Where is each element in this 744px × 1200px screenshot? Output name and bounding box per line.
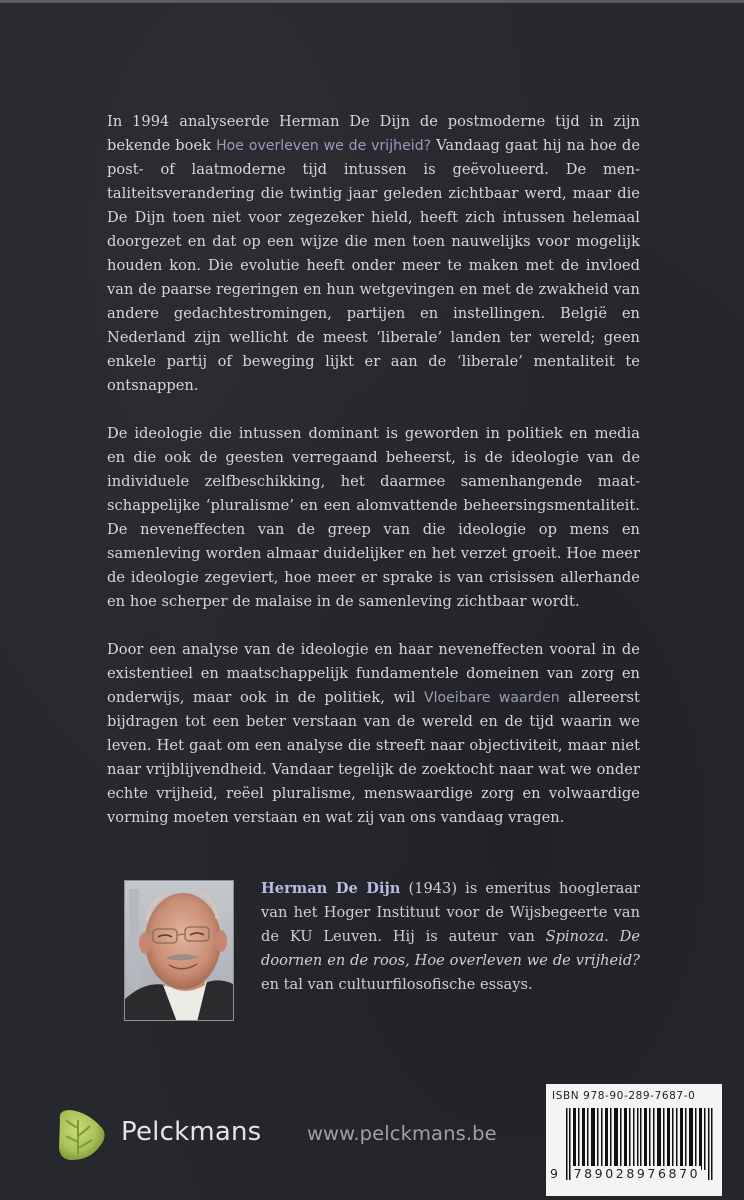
back-cover-blurb xyxy=(107,110,640,854)
blurb-paragraph-1 xyxy=(107,110,640,398)
book-title-reference: Vloeibare waarden xyxy=(423,690,560,706)
separator xyxy=(609,928,620,945)
author-portrait-illustration xyxy=(125,881,234,1021)
work-title: De doornen en de roos, xyxy=(261,928,640,969)
work-title: Spinoza. xyxy=(545,928,609,945)
ean-first-digit: 9 xyxy=(550,1166,561,1181)
leaf-icon xyxy=(54,1106,108,1162)
bio-text: en tal van cultuurfilosofische essays. xyxy=(261,976,533,993)
ean-remaining-digits: 789028976870 xyxy=(573,1166,701,1181)
paragraph-text: Door een analyse van de ideologie en haar neveneffecten vooral in de existentieel en maatschappelijk fundamentele domeinen van zorg en onderwijs, maar ook in de politiek, wil xyxy=(107,641,640,706)
author-bio xyxy=(261,877,640,997)
cover-top-edge xyxy=(0,0,744,3)
ean-digits xyxy=(550,1166,701,1181)
paragraph-text: In 1994 analyseerde Herman De Dijn de postmoderne tijd in zijn bekende boek xyxy=(107,113,640,154)
paragraph-text: Vandaag gaat hij na hoe de post- of laatmoderne tijd intussen is geëvolueerd. De mentaliteitsverandering die twintig jaar geleden zichtbaar werd, maar die De Dijn toen niet voor zegezeker hield, heeft zich intussen helemaal doorgezet en dat op een wijze die men toen nauwelijks voor mogelijk houden kon. Die evolutie heeft onder meer te maken met de invloed van de paarse regeringen en hun wetgevingen en met de zwakheid van andere gedachtestromingen, partijen en instellingen. België en Nederland zijn wellicht de meest ‘liberale’ landen ter wereld; geen enkele partij of beweging lijkt er aan de ‘liberale’ mentaliteit te ontsnappen. xyxy=(107,137,641,394)
publisher-name: Pelckmans xyxy=(121,1117,262,1147)
author-photo xyxy=(124,880,234,1021)
isbn-label: ISBN 978-90-289-7687-0 xyxy=(552,1090,696,1102)
publisher-logo xyxy=(54,1106,108,1162)
bio-text: (1943) is emeritus hoogleraar van het Hoger Instituut voor de Wijsbegeerte van de KU Leuven. Hij is auteur van xyxy=(261,880,640,945)
paragraph-text: allereerst bijdragen tot een beter verstaan van de wereld en de tijd waarin we leven. Het gaat om een analyse die streeft naar objectiviteit, maar niet naar vrijblijvendheid. Vandaar tegelijk de zoektocht naar wat we onder echte vrijheid, reëel pluralisme, menswaardige zorg en volwaardige vorming moeten verstaan en wat zij van ons vandaag vragen. xyxy=(107,689,640,826)
book-title-reference: Hoe overleven we de vrijheid? xyxy=(216,138,432,154)
publisher-url: www.pelckmans.be xyxy=(307,1122,497,1145)
blurb-paragraph-2: De ideologie die intussen dominant is geworden in politiek en media en die ook de geesten verregaand beheerst, is de ideologie van de individuele zelfbeschikking, het daarmee samenhangende maatschappelijke ‘pluralisme’ en een alomvattende beheersingsmentaliteit. De neveneffecten van de greep van die ideologie op mens en samenleving worden almaar duidelijker en het verzet groeit. Hoe meer de ideologie zegeviert, hoe meer er sprake is van crisissen allerhande en hoe scherper de malaise in de samenleving zichtbaar wordt. xyxy=(107,425,640,610)
author-section xyxy=(124,880,640,1022)
author-name: Herman De Dijn xyxy=(261,880,401,897)
blurb-paragraph-3 xyxy=(107,638,640,830)
isbn-barcode xyxy=(546,1084,722,1196)
work-title: Hoe overleven we de vrijheid? xyxy=(414,952,640,969)
